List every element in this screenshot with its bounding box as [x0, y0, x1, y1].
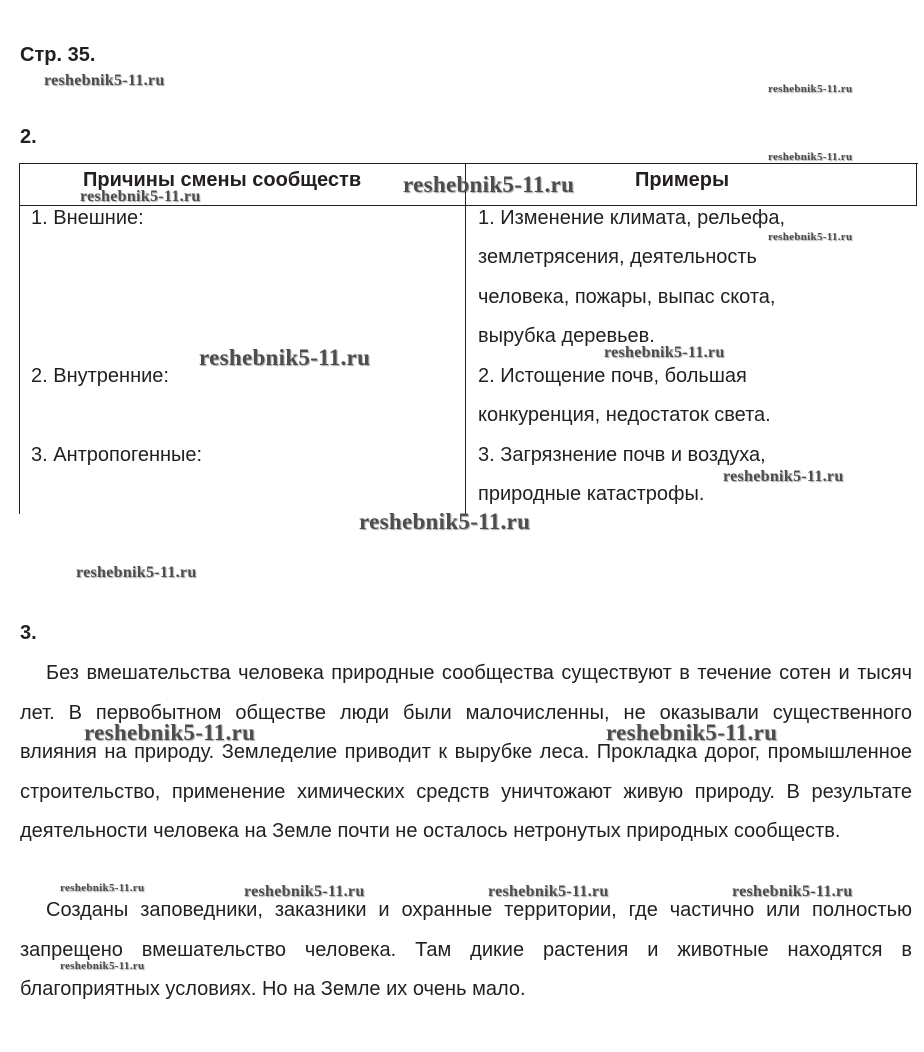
header-examples: Примеры: [635, 169, 730, 191]
example-line: конкуренция, недостаток света.: [478, 404, 771, 426]
watermark: reshebnik5-11.ru: [60, 960, 145, 972]
table-column-divider: [465, 164, 466, 514]
paragraph-1: Без вмешательства человека природные сообщества существуют в течение сотен и тысяч лет. В первобытном обществе люди были малочисленны, не оказывали существенного влияния на природу. Земледелие приводит к вырубке леса. Прокладка дорог, промышленное строительство, применение химических средств уничтожают живую природу. В результате деятельности человека на Земле почти не осталось нетронутых природных сообществ.: [20, 662, 912, 842]
watermark: reshebnik5-11.ru: [80, 188, 201, 205]
watermark: reshebnik5-11.ru: [244, 883, 365, 900]
example-line: природные катастрофы.: [478, 483, 705, 505]
example-line: 3. Загрязнение почв и воздуха,: [478, 444, 766, 466]
task-3-number: 3.: [20, 622, 37, 644]
page-reference: Стр. 35.: [20, 44, 96, 66]
watermark: reshebnik5-11.ru: [44, 72, 165, 89]
watermark: reshebnik5-11.ru: [84, 720, 256, 745]
example-line: 2. Истощение почв, большая: [478, 365, 747, 387]
watermark: reshebnik5-11.ru: [199, 345, 371, 370]
cause-external: 1. Внешние:: [31, 207, 144, 229]
watermark: reshebnik5-11.ru: [768, 151, 853, 163]
cause-internal: 2. Внутренние:: [31, 365, 169, 387]
watermark: reshebnik5-11.ru: [359, 509, 531, 534]
task-2-number: 2.: [20, 126, 37, 148]
table-border-left: [19, 164, 20, 514]
watermark: reshebnik5-11.ru: [488, 883, 609, 900]
watermark: reshebnik5-11.ru: [732, 883, 853, 900]
header-causes: Причины смены сообществ: [83, 169, 362, 191]
communities-change-table: [19, 163, 918, 514]
example-line: 1. Изменение климата, рельефа,: [478, 207, 786, 229]
watermark: reshebnik5-11.ru: [604, 344, 725, 361]
example-line: землетрясения, деятельность: [478, 246, 757, 268]
watermark: reshebnik5-11.ru: [768, 83, 853, 95]
watermark: reshebnik5-11.ru: [76, 564, 197, 581]
example-line: вырубка деревьев.: [478, 325, 655, 347]
watermark: reshebnik5-11.ru: [606, 720, 778, 745]
watermark: reshebnik5-11.ru: [403, 172, 575, 197]
cause-anthropogenic: 3. Антропогенные:: [31, 444, 203, 466]
example-line: человека, пожары, выпас скота,: [478, 286, 776, 308]
watermark: reshebnik5-11.ru: [768, 231, 853, 243]
table-border-right: [916, 164, 917, 206]
watermark: reshebnik5-11.ru: [723, 468, 844, 485]
paragraph-2: Созданы заповедники, заказники и охранные территории, где частично или полностью запрещено вмешательство человека. Там дикие растения и животные находятся в благоприятных условиях. Но на Земле их очень мало.: [20, 899, 912, 1000]
watermark: reshebnik5-11.ru: [60, 882, 145, 894]
